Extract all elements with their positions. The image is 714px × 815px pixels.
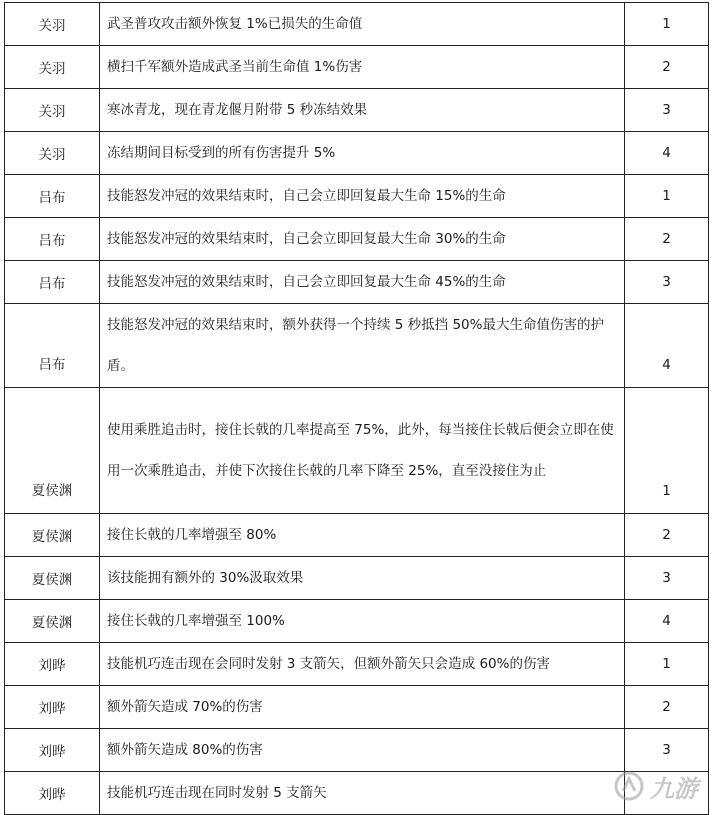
table-row xyxy=(5,218,709,261)
level-cell: 3 xyxy=(625,729,709,772)
hero-name-cell: 关羽 xyxy=(5,89,100,132)
skill-description-cell: 寒冰青龙，现在青龙偃月附带 5 秒冻结效果 xyxy=(100,89,625,132)
hero-name-cell: 关羽 xyxy=(5,132,100,175)
hero-name-cell: 吕布 xyxy=(5,218,100,261)
table-row xyxy=(5,643,709,686)
hero-name-cell: 夏侯渊 xyxy=(5,600,100,643)
hero-name-cell: 吕布 xyxy=(5,175,100,218)
table-row xyxy=(5,600,709,643)
table-row xyxy=(5,514,709,557)
skill-description-cell: 技能怒发冲冠的效果结束时，额外获得一个持续 5 秒抵挡 50%最大生命值伤害的护盾。 xyxy=(100,304,625,388)
skill-description-cell: 武圣普攻攻击额外恢复 1%已损失的生命值 xyxy=(100,3,625,46)
table-row xyxy=(5,772,709,815)
level-cell: 4 xyxy=(625,304,709,388)
hero-name-cell: 夏侯渊 xyxy=(5,557,100,600)
hero-name-cell: 夏侯渊 xyxy=(5,388,100,514)
skill-table xyxy=(4,2,709,815)
table-row xyxy=(5,304,709,388)
skill-description-cell: 冻结期间目标受到的所有伤害提升 5% xyxy=(100,132,625,175)
skill-description-cell: 技能机巧连击现在会同时发射 3 支箭矢，但额外箭矢只会造成 60%的伤害 xyxy=(100,643,625,686)
level-cell: 4 xyxy=(625,600,709,643)
hero-name-cell: 吕布 xyxy=(5,261,100,304)
skill-description-cell: 技能怒发冲冠的效果结束时，自己会立即回复最大生命 45%的生命 xyxy=(100,261,625,304)
table-row xyxy=(5,46,709,89)
hero-name-cell: 刘晔 xyxy=(5,686,100,729)
hero-name-cell: 关羽 xyxy=(5,46,100,89)
level-cell: 3 xyxy=(625,557,709,600)
level-cell: 1 xyxy=(625,175,709,218)
table-row xyxy=(5,729,709,772)
table-row xyxy=(5,3,709,46)
level-cell: 4 xyxy=(625,132,709,175)
table-row xyxy=(5,175,709,218)
level-cell: 2 xyxy=(625,686,709,729)
level-cell: 3 xyxy=(625,261,709,304)
table-row xyxy=(5,686,709,729)
level-cell: 1 xyxy=(625,3,709,46)
skill-description-cell: 该技能拥有额外的 30%汲取效果 xyxy=(100,557,625,600)
level-cell: 2 xyxy=(625,218,709,261)
hero-name-cell: 关羽 xyxy=(5,3,100,46)
level-cell: 2 xyxy=(625,46,709,89)
level-cell: 3 xyxy=(625,89,709,132)
skill-description-cell: 技能机巧连击现在同时发射 5 支箭矢 xyxy=(100,772,625,815)
level-cell: 1 xyxy=(625,388,709,514)
skill-description-cell: 额外箭矢造成 80%的伤害 xyxy=(100,729,625,772)
table-row xyxy=(5,89,709,132)
skill-description-cell: 横扫千军额外造成武圣当前生命值 1%伤害 xyxy=(100,46,625,89)
level-cell: 2 xyxy=(625,514,709,557)
skill-description-cell: 技能怒发冲冠的效果结束时，自己会立即回复最大生命 15%的生命 xyxy=(100,175,625,218)
watermark xyxy=(612,769,704,803)
table-row xyxy=(5,388,709,514)
hero-name-cell: 刘晔 xyxy=(5,643,100,686)
table-row xyxy=(5,261,709,304)
skill-description-cell: 使用乘胜追击时，接住长戟的几率提高至 75%，此外，每当接住长戟后便会立即在使用一次乘胜追击，并使下次接住长戟的几率下降至 25%，直至没接住为止 xyxy=(100,388,625,514)
level-cell: 1 xyxy=(625,643,709,686)
nine-game-logo-icon xyxy=(612,769,646,803)
skill-description-cell: 接住长戟的几率增强至 80% xyxy=(100,514,625,557)
hero-name-cell: 夏侯渊 xyxy=(5,514,100,557)
table-row xyxy=(5,132,709,175)
hero-name-cell: 吕布 xyxy=(5,304,100,388)
watermark-text: 九游 xyxy=(650,774,698,803)
skill-description-cell: 技能怒发冲冠的效果结束时，自己会立即回复最大生命 30%的生命 xyxy=(100,218,625,261)
skill-description-cell: 接住长戟的几率增强至 100% xyxy=(100,600,625,643)
skill-table-body xyxy=(5,3,709,815)
skill-description-cell: 额外箭矢造成 70%的伤害 xyxy=(100,686,625,729)
hero-name-cell: 刘晔 xyxy=(5,729,100,772)
table-row xyxy=(5,557,709,600)
hero-name-cell: 刘晔 xyxy=(5,772,100,815)
